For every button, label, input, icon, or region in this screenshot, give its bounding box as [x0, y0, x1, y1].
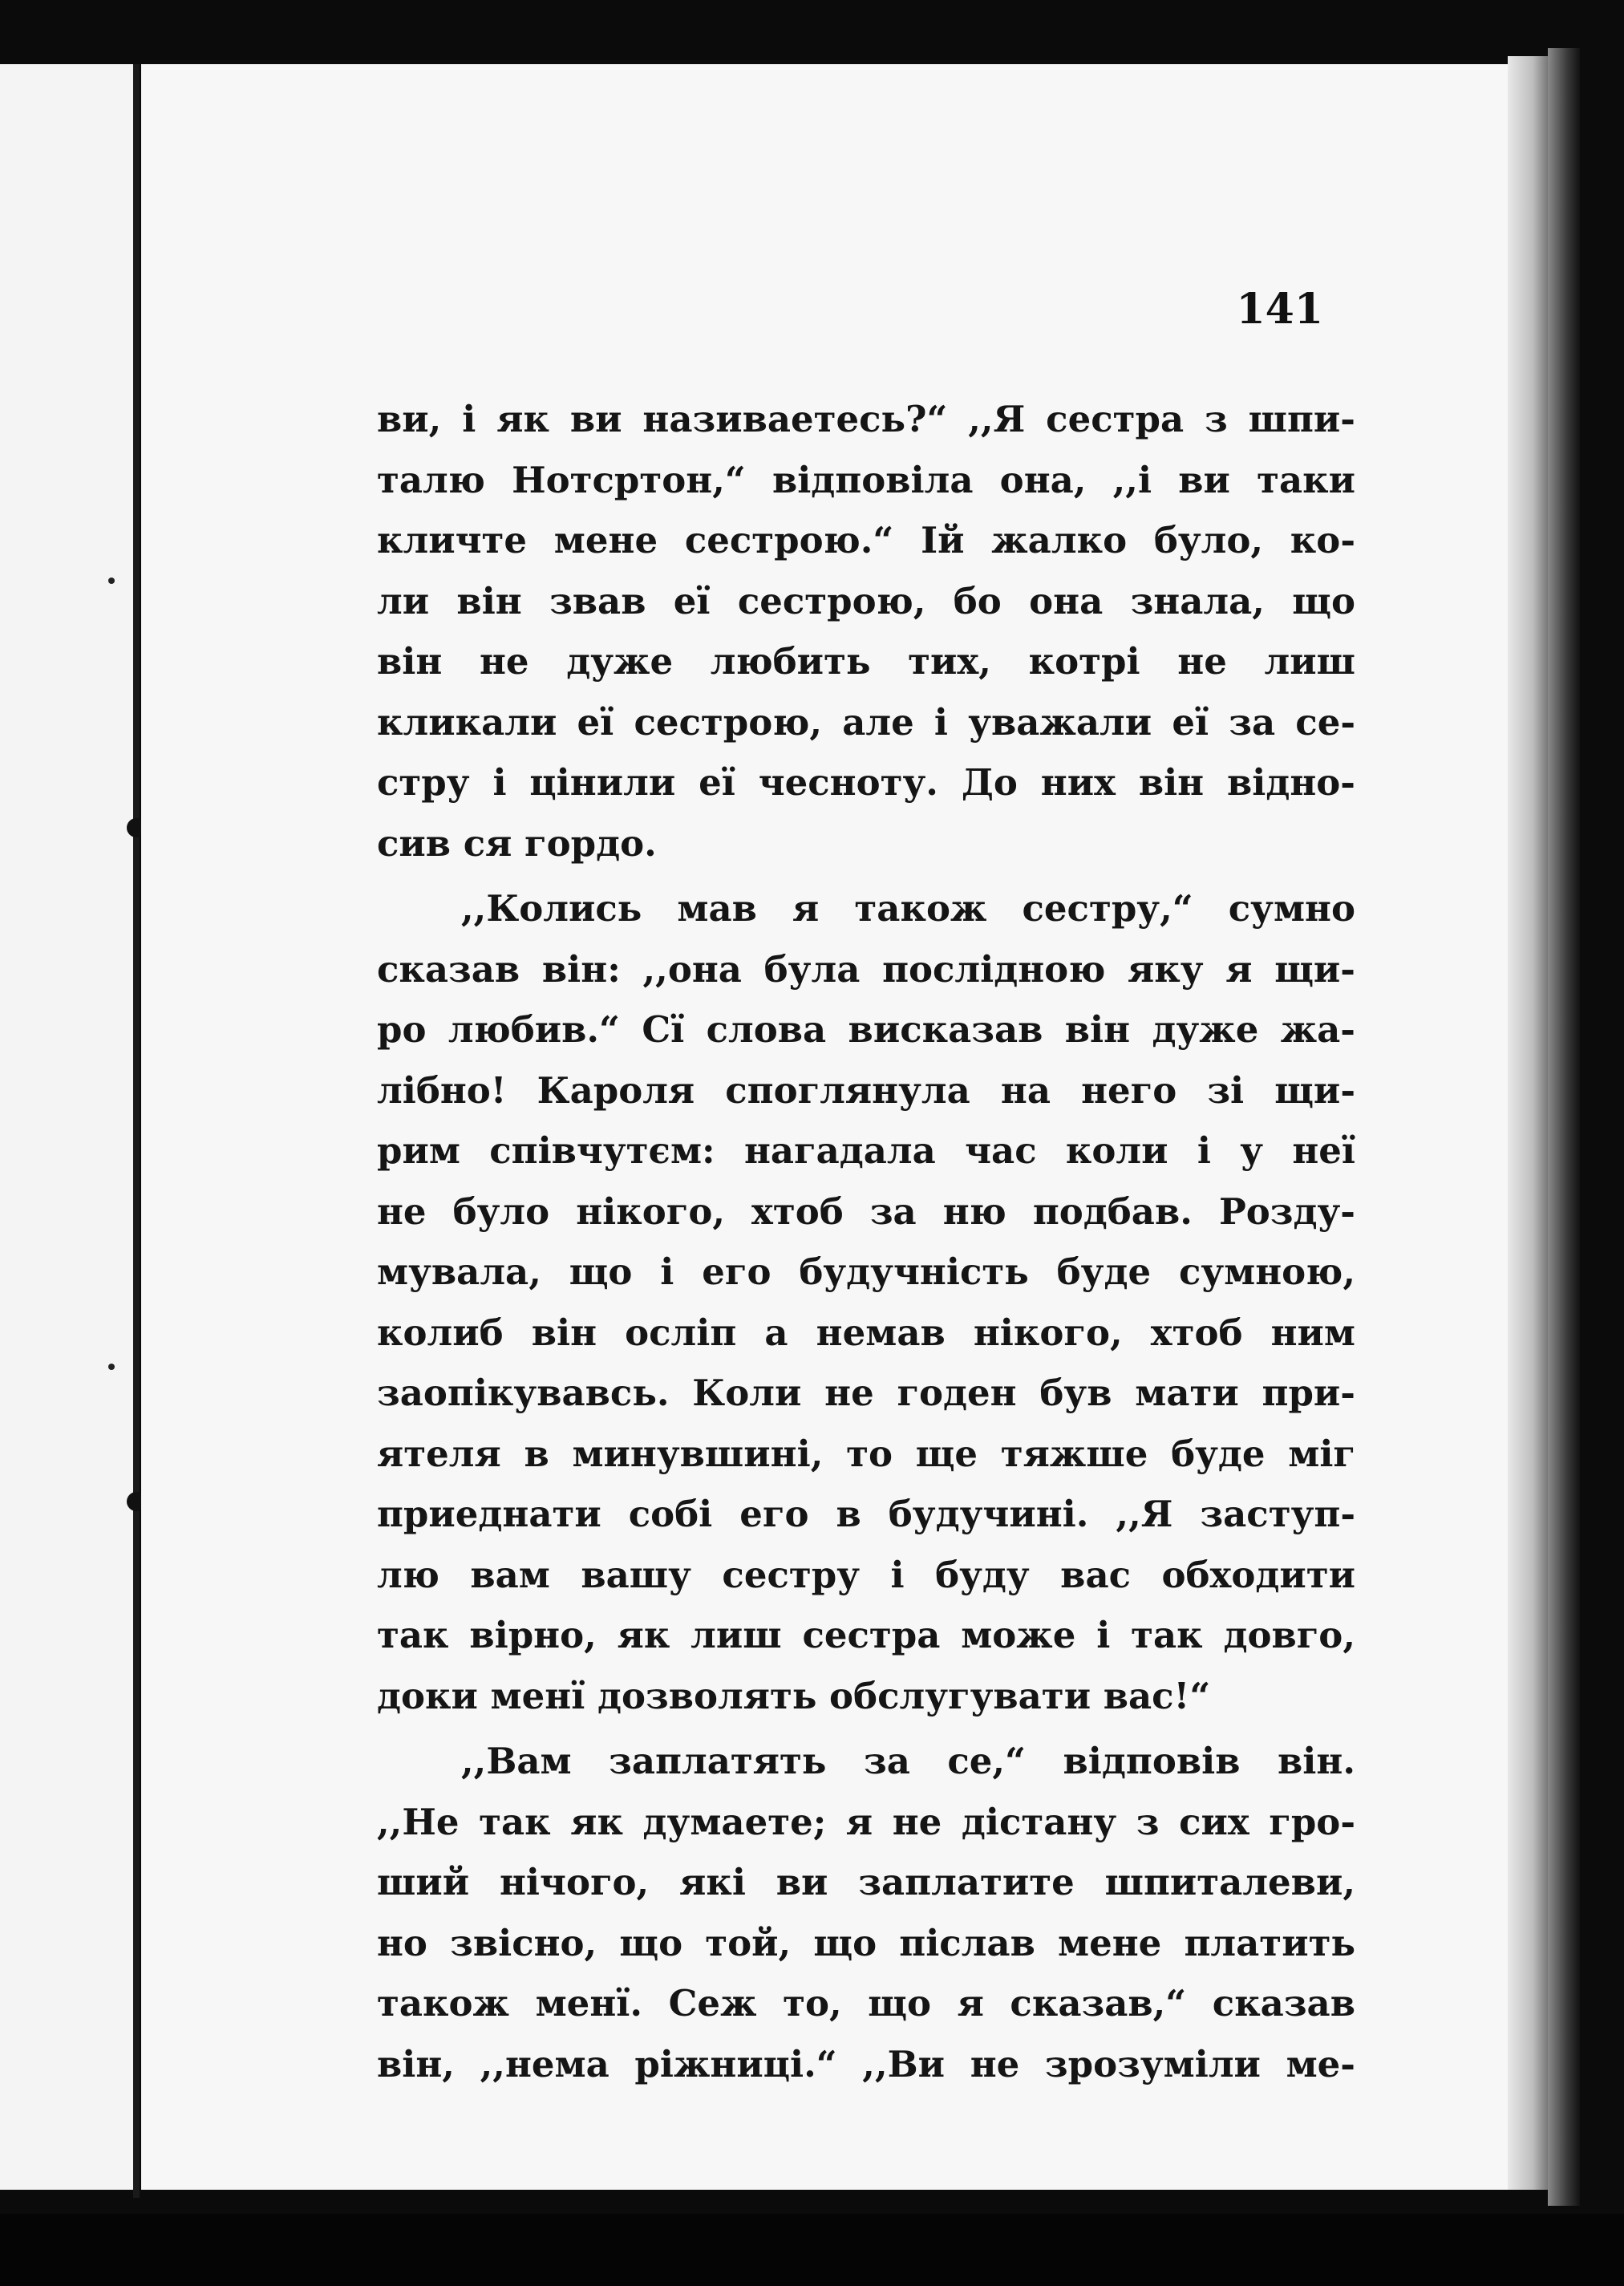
text-line: не було нікого, хтоб за ню подбав. Розду-	[377, 1190, 1355, 1233]
text-line: рим співчутєм: нагадала час коли і у неї	[377, 1129, 1355, 1172]
text-line: ро любив.“ Сї слова висказав він дуже жа-	[377, 1008, 1355, 1051]
text-line: ли він звав еї сестрою, бо она знала, що	[377, 579, 1355, 622]
text-line: він не дуже любить тих, котрі не лиш	[377, 640, 1355, 683]
text-line: талю Нотсртон,“ відповіла она, ,,і ви таки	[377, 458, 1355, 501]
text-line: заопікувавсь. Коли не годен був мати при-	[377, 1372, 1355, 1414]
text-line: кличте мене сестрою.“ Ій жалко було, ко-	[377, 519, 1355, 561]
text-line: ятеля в минувшині, то ще тяжше буде міг	[377, 1432, 1355, 1475]
text-line: мувала, що і его будучність буде сумною,	[377, 1250, 1355, 1293]
scan-speck	[108, 578, 115, 584]
page-edge-dark	[1548, 48, 1580, 2206]
text-line: ший нічого, які ви заплатите шпиталеви,	[377, 1861, 1355, 1903]
scan-border-bottom	[0, 2214, 1624, 2286]
text-line: також менї. Сеж то, що я сказав,“ сказав	[377, 1982, 1355, 2025]
text-line: стру і цінили еї чесноту. До них він відно-	[377, 761, 1355, 804]
text-line: він, ,,нема ріжниці.“ ,,Ви не зрозуміли ме-	[377, 2042, 1355, 2085]
text-line: но звісно, що той, що післав мене платить	[377, 1921, 1355, 1964]
text-line: приеднати собі его в будучині. ,,Я заступ-	[377, 1493, 1355, 1535]
text-line: ,,Колись мав я також сестру,“ сумно	[461, 887, 1355, 930]
scan-speck	[108, 1364, 115, 1370]
text-line: кликали еї сестрою, але і уважали еї за се-	[377, 700, 1355, 744]
text-line: так вірно, як лиш сестра може і так довго,	[377, 1614, 1355, 1656]
text-line: сив ся гордо.	[377, 821, 657, 865]
text-line: лю вам вашу сестру і буду вас обходити	[377, 1553, 1355, 1596]
text-line: лібно! Кароля споглянула на него зі щи-	[377, 1068, 1355, 1112]
page-number: 141	[1236, 285, 1323, 334]
facing-page-edge	[0, 64, 136, 2190]
text-line: колиб він осліп а немав нікого, хтоб ним	[377, 1311, 1355, 1354]
text-line: ,,Не так як думаете; я не дістану з сих гро-	[377, 1800, 1355, 1843]
text-line: сказав він: ,,она була послідною яку я щи-	[377, 947, 1355, 991]
text-line: доки менї дозволять обслугувати вас!“	[377, 1674, 1211, 1717]
text-line: ,,Вам заплатять за се,“ відповів він.	[461, 1740, 1355, 1782]
book-gutter	[133, 64, 140, 2198]
text-line: ви, і як ви називаетесь?“ ,,Я сестра з шпи-	[377, 398, 1355, 440]
body-text	[377, 393, 1355, 2110]
